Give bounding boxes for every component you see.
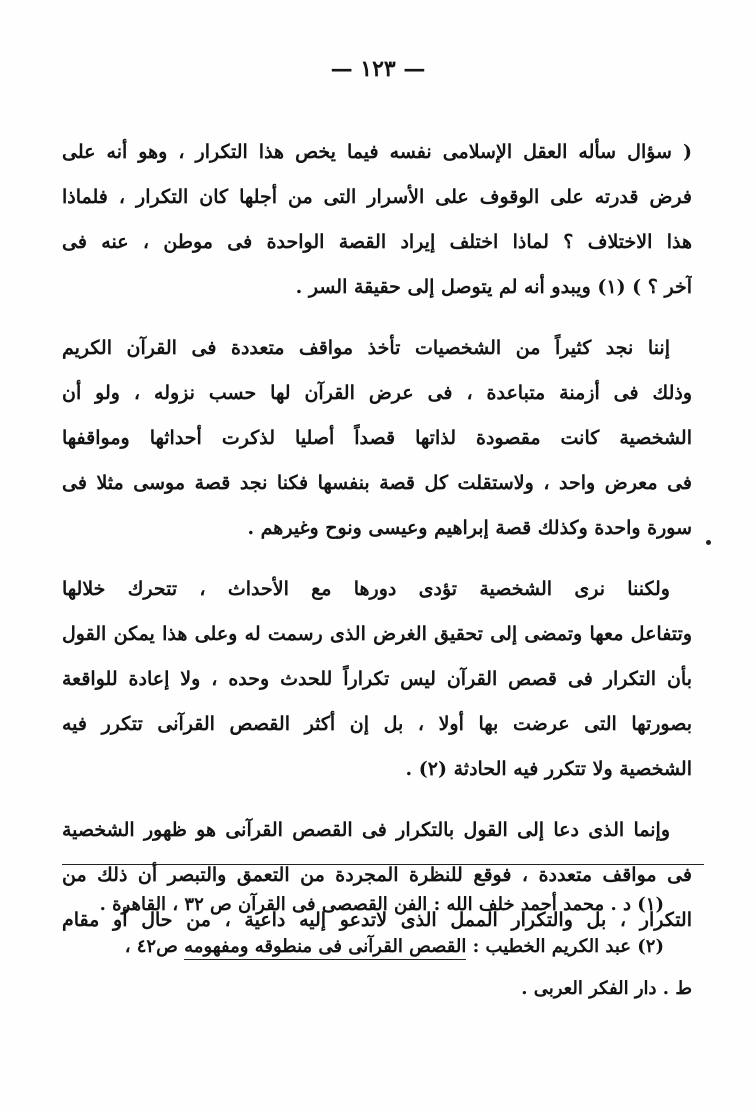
- body-text: [62, 130, 692, 943]
- text-line: فرض قدرته على الوقوف على الأسرار التى من أجلها كان التكرار ، فلماذا: [62, 186, 692, 208]
- text-line: هذا الاختلاف ؟ لماذا اختلف إيراد القصة الواحدة فى موطن ، عنه فى: [62, 231, 692, 253]
- text-line: الشخصية ولا تتكرر فيه الحادثة (٢) .: [405, 758, 692, 780]
- footnote-2-author: (٢) عبد الكريم الخطيب :: [472, 936, 664, 957]
- paragraph-3: [62, 567, 692, 792]
- text-line: وذلك فى أزمنة متباعدة ، فى عرض القرآن لها حسب نزوله ، ولو أن: [62, 382, 692, 404]
- text-line: الشخصية كانت مقصودة لذاتها قصداً أصليا لذكرت أحداثها ومواقفها: [62, 427, 692, 449]
- text-line: ( سؤال سأله العقل الإسلامى نفسه فيما يخص هذا التكرار ، وهو أنه على: [62, 141, 692, 163]
- page-number: — ١٢٣ —: [330, 56, 426, 82]
- footnote-divider: [62, 864, 704, 865]
- text-line: بأن التكرار فى قصص القرآن ليس تكراراً للحدث وحده ، ولا إعادة للواقعة: [62, 668, 692, 690]
- footnote-2-page: ص٤٢ ،: [124, 936, 178, 957]
- footnote-2-publisher: ط . دار الفكر العربى .: [521, 978, 692, 999]
- paragraph-1: [62, 130, 692, 310]
- text-line: إننا نجد كثيراً من الشخصيات تأخذ مواقف متعددة فى القرآن الكريم: [62, 337, 670, 359]
- text-line: آخر ؟ ) (١) ويبدو أنه لم يتوصل إلى حقيقة السر .: [295, 276, 692, 298]
- footnote-1: (١) د . محمد أحمد خلف الله : الفن القصصى فى القرآن ص ٣٢ ، القاهرة .: [99, 894, 664, 915]
- footnote-2: [62, 926, 692, 968]
- text-line: وتتفاعل معها وتمضى إلى تحقيق الغرض الذى رسمت له وعلى هذا يمكن القول: [62, 623, 692, 645]
- text-line: التكرار ، بل والتكرار الممل الذى لاتدعو إليه داعية ، من حال أو مقام: [62, 909, 692, 931]
- text-line: فى معرض واحد ، ولاستقلت كل قصة بنفسها فكنا نجد قصة موسى مثلا فى: [62, 472, 692, 494]
- ink-speck: [706, 540, 711, 545]
- paragraph-gap: [62, 551, 692, 567]
- paragraph-2: [62, 326, 692, 551]
- footnotes: [62, 884, 692, 1010]
- text-line: بصورتها التى عرضت بها أولا ، بل إن أكثر القصص القرآنى تتكرر فيه: [62, 713, 692, 735]
- paragraph-gap: [62, 792, 692, 808]
- text-line: فى مواقف متعددة ، فوقع للنظرة المجردة من التعمق والتبصر أن ذلك من: [62, 864, 692, 886]
- footnote-2-title: القصص القرآنى فى منطوقه ومفهومه: [184, 936, 466, 960]
- text-line: سورة واحدة وكذلك قصة إبراهيم وعيسى ونوح وغيرهم .: [247, 517, 692, 539]
- text-line: وإنما الذى دعا إلى القول بالتكرار فى القصص القرآنى هو ظهور الشخصية: [62, 819, 670, 841]
- paragraph-gap: [62, 310, 692, 326]
- text-line: ولكننا نرى الشخصية تؤدى دورها مع الأحداث ، تتحرك خلالها: [62, 578, 670, 600]
